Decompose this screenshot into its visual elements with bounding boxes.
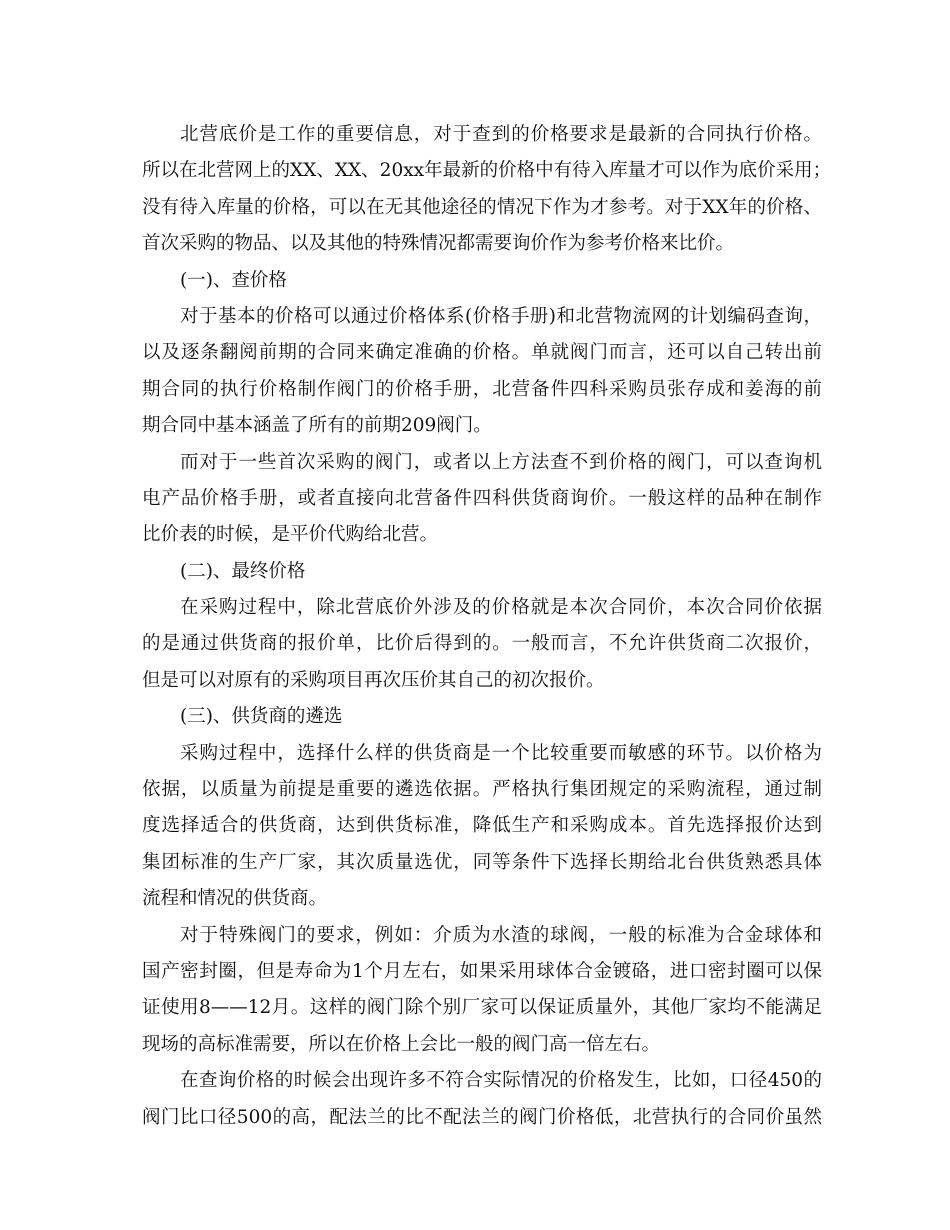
- text-line: 度选择适合的供货商，达到供货标准，降低生产和采购成本。首先选择报价达到: [142, 815, 822, 837]
- text-line: 的是通过供货商的报价单，比价后得到的。一般而言，不允许供货商二次报价，: [142, 633, 822, 655]
- text-line: 以及逐条翻阅前期的合同来确定准确的价格。单就阀门而言，还可以自己转出前: [142, 342, 822, 364]
- text-line: 但是可以对原有的采购项目再次压价其自己的初次报价。: [142, 669, 605, 691]
- text-line: 所以在北营网上的XX、XX、20xx年最新的价格中有待入库量才可以作为底价采用；: [142, 160, 832, 182]
- text-line: 电产品价格手册，或者直接向北营备件四科供货商询价。一般这样的品种在制作: [142, 487, 822, 509]
- text-line: 在采购过程中，除北营底价外涉及的价格就是本次合同价，本次合同价依据: [180, 597, 822, 619]
- text-line: 期合同中基本涵盖了所有的前期209阀门。: [142, 415, 492, 437]
- document-body: [142, 117, 832, 1136]
- text-line: 依据，以质量为前提是重要的遴选依据。严格执行集团规定的采购流程，通过制: [142, 779, 822, 801]
- text-line: 没有待入库量的价格，可以在无其他途径的情况下作为才参考。对于XX年的价格、: [142, 196, 822, 218]
- text-line: (一)、查价格: [180, 269, 287, 291]
- text-line: 证使用8——12月。这样的阀门除个别厂家可以保证质量外，其他厂家均不能满足: [142, 997, 822, 1019]
- text-line: 首次采购的物品、以及其他的特殊情况都需要询价作为参考价格来比价。: [142, 233, 735, 255]
- text-line: 采购过程中，选择什么样的供货商是一个比较重要而敏感的环节。以价格为: [180, 742, 822, 764]
- text-line: 阀门比口径500的高，配法兰的比不配法兰的阀门价格低，北营执行的合同价虽然: [142, 1106, 822, 1128]
- text-line: 流程和情况的供货商。: [142, 888, 328, 910]
- text-line: 集团标准的生产厂家，其次质量选优，同等条件下选择长期给北台供货熟悉具体: [142, 851, 822, 873]
- text-line: (三)、供货商的遴选: [180, 706, 343, 728]
- text-line: 国产密封圈，但是寿命为1个月左右，如果采用球体合金镀硌，进口密封圈可以保: [142, 960, 822, 982]
- text-line: 在查询价格的时候会出现许多不符合实际情况的价格发生，比如，口径450的: [180, 1070, 822, 1092]
- text-line: 北营底价是工作的重要信息，对于查到的价格要求是最新的合同执行价格。: [180, 124, 822, 145]
- text-line: 比价表的时候，是平价代购给北营。: [142, 524, 439, 546]
- text-line: 对于特殊阀门的要求，例如：介质为水渣的球阀，一般的标准为合金球体和: [180, 924, 822, 946]
- text-line: 现场的高标准需要，所以在价格上会比一般的阀门高一倍左右。: [142, 1033, 661, 1055]
- text-line: 期合同的执行价格制作阀门的价格手册，北营备件四科采购员张存成和姜海的前: [142, 378, 822, 400]
- text-line: (二)、最终价格: [180, 560, 306, 582]
- text-line: 对于基本的价格可以通过价格体系(价格手册)和北营物流网的计划编码查询，: [180, 305, 822, 327]
- text-line: 而对于一些首次采购的阀门，或者以上方法查不到价格的阀门，可以查询机: [180, 451, 822, 473]
